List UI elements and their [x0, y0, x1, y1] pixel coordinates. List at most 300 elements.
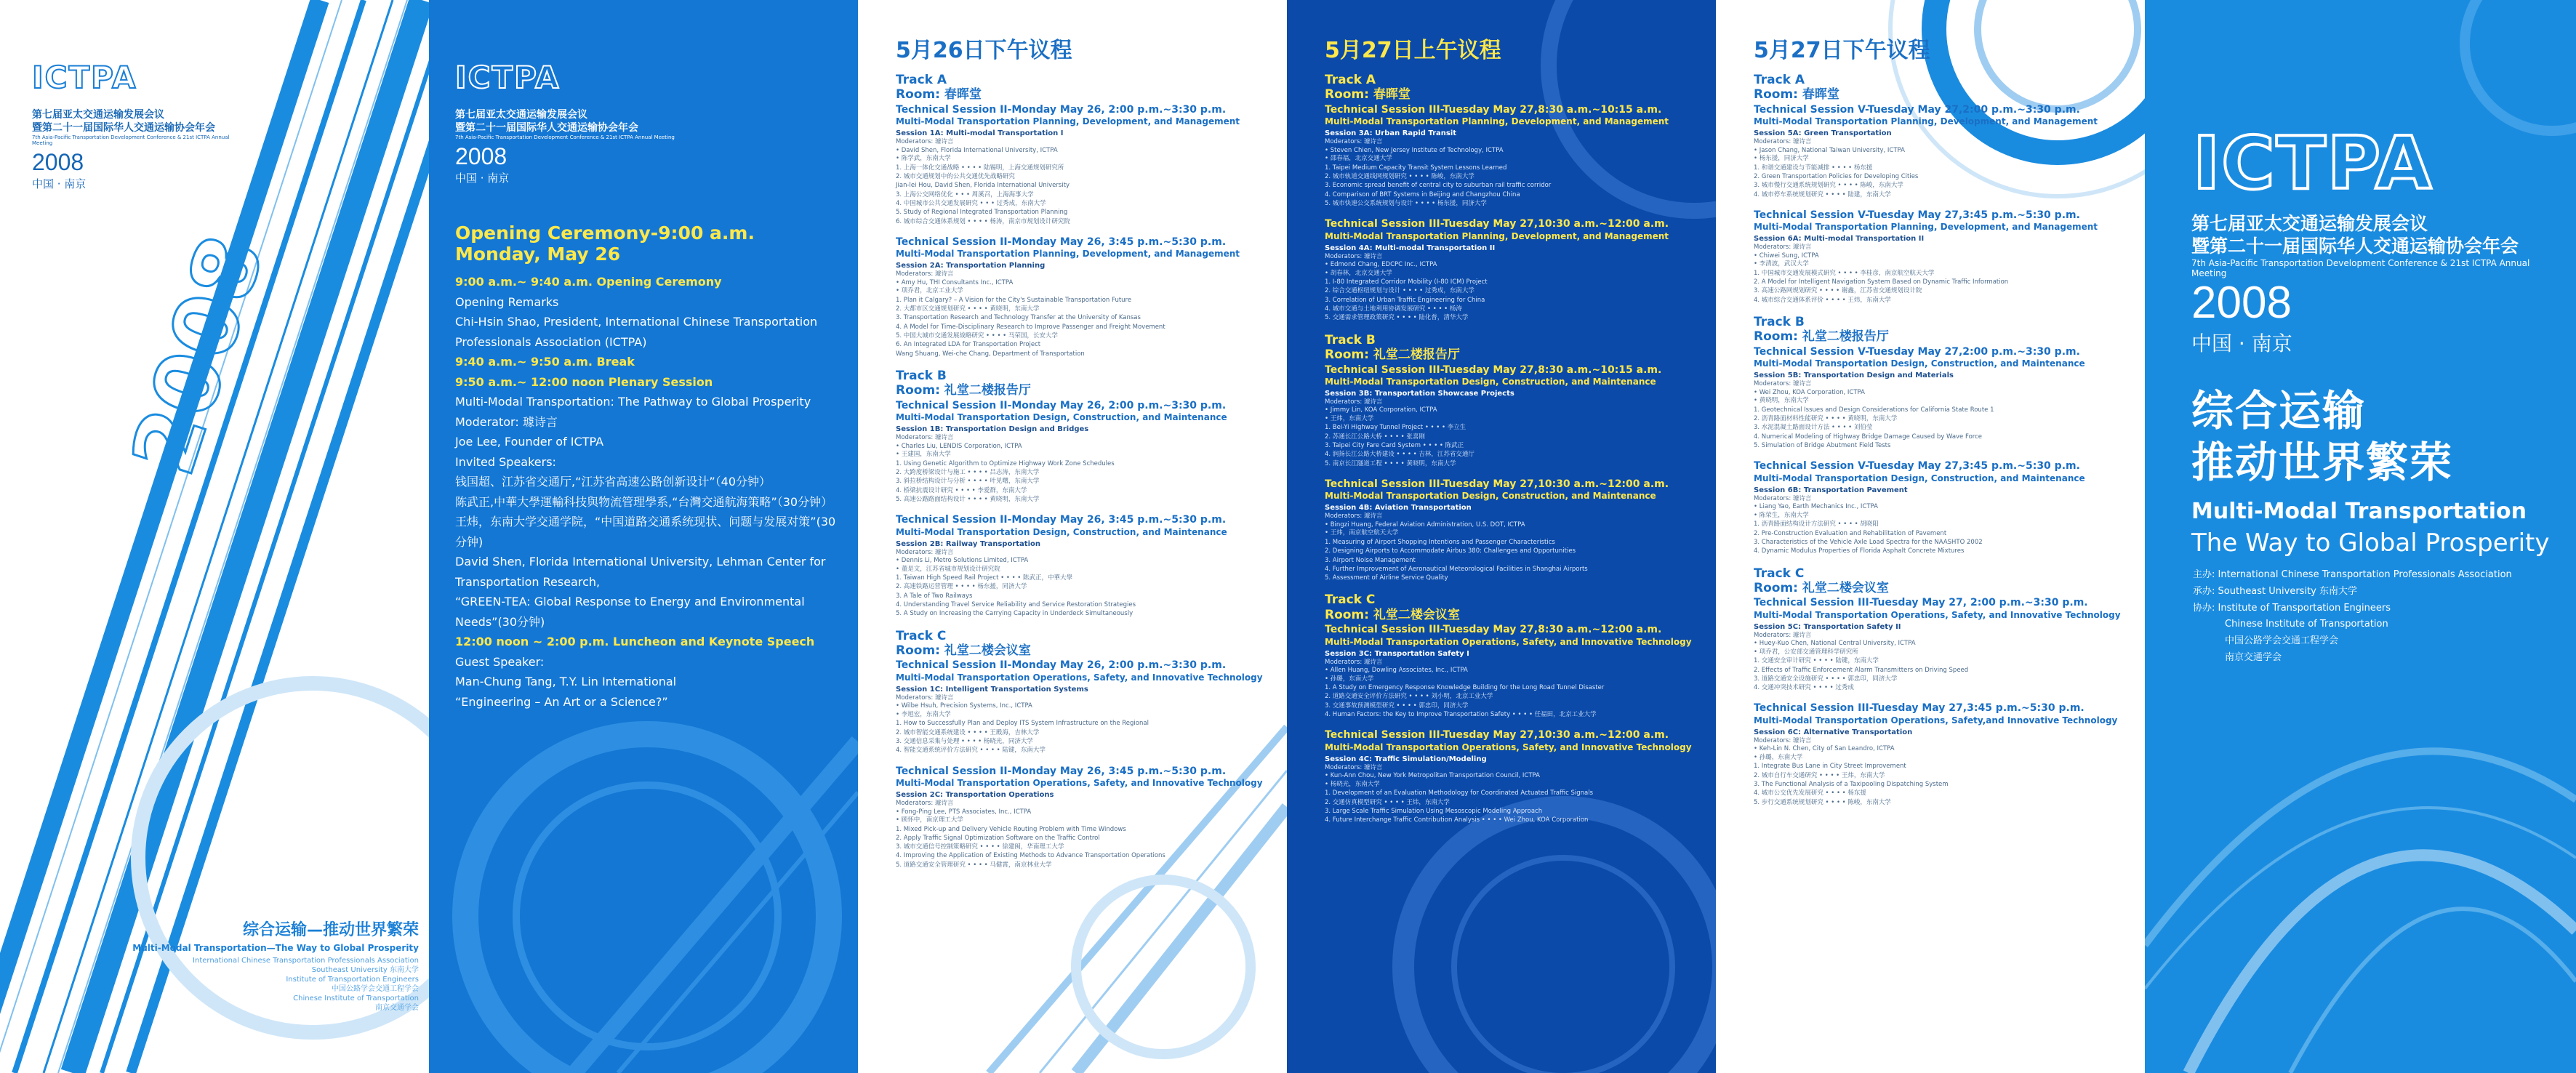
talk-item: 5. Simulation of Bridge Abutment Field Tests	[1754, 442, 1891, 450]
talk-item: 1. 中国城市交通发展模式研究 • • • • 李桂彦，南京航空航天大学	[1754, 269, 1935, 277]
talk-item: 2. A Model for Intelligent Navigation System Based on Dynamic Traffic Information	[1754, 278, 2009, 286]
track-label: Track B	[896, 368, 947, 383]
moderator-line: • 王建国，东南大学	[896, 451, 951, 459]
room-label: Room: 春晖堂	[1754, 87, 1839, 103]
credit-host-label: 主办:	[2193, 569, 2215, 580]
moderator-line: • Huey-Kuo Chen, National Central University, ICTPA	[1754, 640, 1916, 648]
talk-item: 5. 交通需求管理政策研究 • • • • 陆化普，清华大学	[1325, 314, 1469, 322]
moderator-line: Moderators: 璩诗言	[896, 434, 954, 442]
talk-item: 4. Human Factors: the Key to Improve Transportation Safety • • • • 任福田，北京工业大学	[1325, 711, 1597, 719]
moderator-line: • Steven Chien, New Jersey Institute of Technology, ICTPA	[1325, 146, 1504, 154]
conference-place: 中国 · 南京	[32, 177, 87, 190]
ceremony-item: 9:40 a.m.~ 9:50 a.m. Break	[455, 355, 635, 369]
ceremony-item: Man-Chung Tang, T.Y. Lin International	[455, 675, 677, 689]
moderator-line: • Amy Hu, THI Consultants Inc., ICTPA	[896, 278, 1014, 286]
session-block	[1325, 592, 1696, 719]
moderator-line: • 黄晓明，东南大学	[1754, 397, 1809, 405]
session-title: Technical Session II-Monday May 26, 2:00 p.m.~3:30 p.m.	[896, 103, 1227, 116]
session-title: Technical Session III-Tuesday May 27,8:30 a.m.~12:00 a.m.	[1325, 624, 1662, 636]
session-name: Session 6A: Multi-modal Transportation II	[1754, 235, 1925, 244]
session-subtitle: Multi-Modal Transportation Operations, Safety, and Innovative Technology	[896, 778, 1263, 789]
theme-en-line-1: Multi-Modal Transportation	[2191, 498, 2527, 524]
moderator-line: • Chiwei Sung, ICTPA	[1754, 252, 1819, 260]
moderator-line: • 陈学武，东南大学	[896, 155, 951, 163]
room-label: Room: 礼堂二楼会议室	[896, 643, 1031, 659]
moderator-line: • 杨晓光，东南大学	[1325, 780, 1380, 788]
session-name: Session 2C: Transportation Operations	[896, 791, 1054, 800]
session-name: Session 5B: Transportation Design and Materials	[1754, 371, 1954, 380]
moderator-line: • Jason Chang, National Taiwan University, ICTPA	[1754, 146, 1905, 154]
session-subtitle: Multi-Modal Transportation Planning, Development, and Management	[1754, 222, 2098, 233]
session-block	[1754, 315, 2124, 450]
talk-item: 4. Future Interchange Traffic Contribution Analysis • • • • Wei Zhou, KOA Corporation	[1325, 816, 1589, 824]
credit-line-1: International Chinese Transportation Professionals Association	[193, 957, 419, 965]
day-title: 5月27日下午议程	[1754, 38, 1930, 63]
talk-item: 2. Effects of Traffic Enforcement Alarm Transmitters on Driving Speed	[1754, 666, 1969, 674]
talk-item: 4. 桥梁抗震设计研究 • • • • 李爱群，东南大学	[896, 486, 1027, 494]
moderator-line: • Charles Liu, LENDIS Corporation, ICTPA	[896, 442, 1022, 450]
session-name: Session 6B: Transportation Pavement	[1754, 486, 1908, 494]
talk-item: 3. The Functional Analysis of a Taxipooling Dispatching System	[1754, 780, 1949, 788]
moderator-line: • 项乔君，公安部交通管理科学研究所	[1754, 648, 1858, 656]
credit-co-organizer	[2193, 600, 2564, 617]
moderator-line: • Wilbe Hsuh, Precision Systems, Inc., ICTPA	[896, 702, 1032, 710]
talk-item: 1. 沥青路面结构设计方法研究 • • • • 胡晓阳	[1754, 521, 1879, 529]
talk-item: 1. Geotechnical Issues and Design Considerations for California State Route 1	[1754, 406, 1994, 414]
credit-organizer-value: Southeast University 东南大学	[2218, 585, 2357, 597]
track-label: Track C	[1754, 566, 1805, 581]
session-title: Technical Session II-Monday May 26, 3:45 p.m.~5:30 p.m.	[896, 514, 1227, 526]
session-subtitle: Multi-Modal Transportation Design, Construction, and Maintenance	[1754, 473, 2085, 483]
session-subtitle: Multi-Modal Transportation Design, Construction, and Maintenance	[896, 526, 1227, 537]
moderator-line: • Kun-Ann Chou, New York Metropolitan Transportation Council, ICTPA	[1325, 772, 1540, 780]
moderator-line: Moderators: 璩诗言	[1325, 138, 1383, 146]
session-block	[1325, 73, 1696, 208]
talk-item: 3. 水泥混凝土路面设计方法 • • • • 刘伯莹	[1754, 424, 1873, 432]
session-name: Session 4B: Aviation Transportation	[1325, 504, 1472, 513]
moderator-line: • Wei Zhou, KOA Corporation, ICTPA	[1754, 388, 1865, 396]
ceremony-item: Professionals Association (ICTPA)	[455, 334, 647, 349]
talk-item: 3. 交通事故预测模型研究 • • • • 郭忠印，同济大学	[1325, 702, 1469, 710]
session-block	[1754, 460, 2124, 555]
talk-item: 4. 城市交通与土地利用协调发展研究 • • • • 杨涛	[1325, 305, 1462, 313]
session-subtitle: Multi-Modal Transportation Operations, Safety,and Innovative Technology	[1754, 715, 2118, 726]
track-label: Track A	[896, 73, 947, 87]
session-name: Session 3A: Urban Rapid Transit	[1325, 129, 1457, 138]
logo-text: ICTPA	[455, 60, 561, 95]
day-title: 5月26日下午议程	[896, 38, 1072, 63]
moderator-line: Moderators: 璩诗言	[1754, 380, 1812, 388]
talk-item: 2. 交通仿真模型研究 • • • • 王炜，东南大学	[1325, 798, 1450, 806]
panel-opening-ceremony	[429, 0, 858, 1073]
track-label: Track C	[896, 628, 947, 643]
moderator-line: • 王炜，东南大学	[1325, 414, 1374, 422]
talk-item: 2. 城市智能交通系统建设 • • • • 王殿海，吉林大学	[896, 728, 1040, 736]
talk-item: 1. A Study on Emergency Response Knowledge Building for the Long Road Tunnel Disaster	[1325, 684, 1605, 692]
moderator-line: Moderators: 璩诗言	[1325, 658, 1383, 666]
talk-item: 4. Further Improvement of Aeronautical Meteorological Facilities in Shanghai Airports	[1325, 565, 1588, 573]
ictpa-logo	[32, 60, 137, 95]
talk-item: 3. 斜拉桥结构设计与分析 • • • • 叶见曙，东南大学	[896, 478, 1040, 486]
moderator-line: • 邵春福，北京交通大学	[1325, 155, 1392, 163]
ceremony-item: Guest Speaker:	[455, 654, 545, 669]
talk-item: 3. 道路交通安全设施研究 • • • • 郭忠印，同济大学	[1754, 675, 1898, 683]
ceremony-item: 9:50 a.m.~ 12:00 noon Plenary Session	[455, 374, 713, 389]
talk-item: 1. Integrate Bus Lane in City Street Improvement	[1754, 763, 1906, 771]
room-label: Room: 礼堂二楼会议室	[1325, 607, 1460, 622]
panel-may26-afternoon	[858, 0, 1287, 1073]
room-label: Room: 礼堂二楼报告厅	[1325, 347, 1460, 363]
session-name: Session 5A: Green Transportation	[1754, 129, 1892, 138]
track-label: Track C	[1325, 592, 1376, 608]
ceremony-item: 12:00 noon ~ 2:00 p.m. Luncheon and Keynote Speech	[455, 635, 815, 649]
talk-item: 1. 上海一体化交通战略 • • • • 陆锡明，上海交通规划研究所	[896, 164, 1064, 172]
talk-item: 3. Transportation Research and Technology Transfer at the University of Kansas	[896, 314, 1141, 322]
moderator-line: • Bingzi Huang, Federal Aviation Administration, U.S. DOT, ICTPA	[1325, 521, 1525, 529]
talk-item: 6. An Integrated LDA for Transportation Project	[896, 341, 1041, 349]
talk-item: 4. 交通冲突技术研究 • • • • 过秀成	[1754, 684, 1854, 692]
session-title: Technical Session III-Tuesday May 27,10:30 a.m.~12:00 a.m.	[1325, 478, 1669, 490]
talk-item: 2. 道路交通安全评价方法研究 • • • • 刘小明，北京工业大学	[1325, 693, 1493, 701]
ceremony-title: Opening Ceremony-9:00 a.m. Monday, May 26	[455, 222, 755, 265]
session-subtitle: Multi-Modal Transportation Planning, Development, and Management	[896, 249, 1240, 260]
logo-text: ICTPA	[32, 60, 137, 95]
credit-line-5: Chinese Institute of Transportation	[293, 994, 419, 1002]
conference-title-cn-2: 暨第二十一届国际华人交通运输协会年会	[455, 121, 638, 134]
credit-line-4: 中国公路学会交通工程学会	[332, 985, 419, 993]
program-may26	[896, 32, 1267, 880]
talk-item: Jian-lei Hou, David Shen, Florida International University	[896, 182, 1070, 190]
session-title: Technical Session III-Tuesday May 27,8:30 a.m.~10:15 a.m.	[1325, 363, 1662, 376]
session-block	[896, 629, 1267, 755]
credit-line-3: Institute of Transportation Engineers	[286, 976, 419, 984]
room-label: Room: 礼堂二楼会议室	[1754, 580, 1889, 595]
session-name: Session 4A: Multi-modal Transportation II	[1325, 244, 1496, 252]
moderator-line: Moderators: 璩诗言	[896, 138, 954, 146]
credit-co-3: 中国公路学会交通工程学会	[2225, 635, 2339, 646]
session-title: Technical Session III-Tuesday May 27,8:30 a.m.~10:15 a.m.	[1325, 103, 1662, 116]
program-may27-morning	[1325, 32, 1696, 835]
talk-item: 4. Comparison of BRT Systems in Beijing and Changzhou China	[1325, 190, 1520, 198]
room-label: Room: 礼堂二楼报告厅	[1754, 329, 1889, 345]
session-name: Session 3B: Transportation Showcase Projects	[1325, 390, 1514, 398]
moderator-line: • 王炜，南京航空航天大学	[1325, 529, 1399, 537]
talk-item: 2. 综合交通枢纽规划与设计 • • • • 过秀成，东南大学	[1325, 287, 1474, 295]
moderator-line: • Fong-Ping Lee, PTS Associates, Inc., ICTPA	[896, 808, 1032, 816]
moderator-line: Moderators: 璩诗言	[1754, 244, 1812, 252]
conference-place: 中国 · 南京	[2191, 331, 2292, 355]
talk-item: 3. Economic spread benefit of central city to suburban rail traffic corridor	[1325, 182, 1552, 190]
session-subtitle: Multi-Modal Transportation Design, Construction, and Maintenance	[1325, 377, 1656, 387]
session-subtitle: Multi-Modal Transportation Operations, Safety, and Innovative Technology	[1754, 609, 2121, 620]
talk-item: 5. 城市快速公交系统规划与设计 • • • • 杨东援，同济大学	[1325, 199, 1487, 207]
talk-item: 4. Improving the Application of Existing Methods to Advance Transportation Operations	[896, 852, 1165, 860]
talk-item: 4. Dynamic Modulus Properties of Florida Asphalt Concrete Mixtures	[1754, 547, 1965, 555]
talk-item: 4. 城市公交优先发展研究 • • • • 杨东援	[1754, 789, 1866, 797]
talk-item: 5. Study of Regional Integrated Transportation Planning	[896, 209, 1068, 217]
moderator-line: Moderators: 璩诗言	[896, 548, 954, 556]
talk-item: 1. Measuring of Airport Shopping Intentions and Passenger Characteristics	[1325, 538, 1555, 546]
credit-co-2: Chinese Institute of Transportation	[2225, 619, 2388, 630]
credit-host-value: International Chinese Transportation Professionals Association	[2218, 569, 2512, 580]
moderator-line: Moderators: 璩诗言	[1754, 736, 1812, 744]
theme-cn-short: 综合运输—推动世界繁荣	[242, 921, 419, 939]
session-blocks	[896, 73, 1267, 869]
conference-title-cn-1: 第七届亚太交通运输发展会议	[2191, 213, 2428, 234]
session-block	[1325, 333, 1696, 468]
talk-item: 1. Development of an Evaluation Methodology for Coordinated Actuated Traffic Signals	[1325, 789, 1594, 797]
talk-item: 1. 交通安全审计研究 • • • • 陆键，东南大学	[1754, 657, 1879, 665]
opening-ceremony	[455, 222, 840, 712]
session-block	[1754, 566, 2124, 693]
session-name: Session 2B: Railway Transportation	[896, 539, 1040, 548]
talk-item: 3. 上海公交网络优化 • • • 周溪召，上海海事大学	[896, 190, 1034, 198]
ceremony-item: Joe Lee, Founder of ICTPA	[455, 435, 604, 449]
talk-item: 2. Designing Airports to Accommodate Airbus 380: Challenges and Opportunities	[1325, 547, 1576, 555]
session-subtitle: Multi-Modal Transportation Planning, Development, and Management	[1325, 116, 1669, 127]
talk-item: 2. 高速铁路运营管理 • • • • 杨东援，同济大学	[896, 583, 1027, 591]
session-title: Technical Session V-Tuesday May 27,2:00 p.m.~3:30 p.m.	[1754, 345, 2080, 358]
credit-co-label: 协办:	[2193, 602, 2215, 614]
conference-title-block	[2191, 212, 2555, 357]
conference-title-block	[455, 109, 688, 185]
moderator-line: • 孙璐，东南大学	[1754, 753, 1803, 761]
moderator-line: Moderators: 璩诗言	[896, 694, 954, 702]
talk-item: 4. 润扬长江公路大桥建设 • • • • 吉林，江苏省交通厅	[1325, 451, 1474, 459]
ceremony-item: Moderator: 璩诗言	[455, 414, 558, 429]
talk-item: 2. 大跨度桥梁设计与施工 • • • • 吕志涛，东南大学	[896, 468, 1040, 476]
credit-organizer	[2193, 584, 2564, 600]
moderator-line: • 孙璐，东南大学	[1325, 675, 1374, 683]
session-name: Session 1A: Multi-modal Transportation I	[896, 129, 1064, 138]
talk-item: 1. Mixed Pick-up and Delivery Vehicle Routing Problem with Time Windows	[896, 825, 1126, 833]
credit-line-2: Southeast University 东南大学	[311, 966, 419, 974]
session-subtitle: Multi-Modal Transportation Operations, Safety, and Innovative Technology	[896, 672, 1263, 683]
talk-item: 2. Pre-Construction Evaluation and Rehabilitation of Pavement	[1754, 529, 1947, 537]
talk-item: 4. A Model for Time-Disciplinary Research to Improve Passenger and Freight Movement	[896, 323, 1165, 331]
talk-item: 3. Airport Noise Management	[1325, 556, 1416, 564]
session-block	[1754, 702, 2124, 806]
talk-item: 5. 步行交通系统规划研究 • • • • 陈峻，东南大学	[1754, 798, 1891, 806]
moderator-line: • 胡春林，北京交通大学	[1325, 269, 1392, 277]
session-subtitle: Multi-Modal Transportation Design, Construction, and Maintenance	[1754, 358, 2085, 369]
talk-item: 3. 城市交通信号控制策略研究 • • • • 徐建闽，华南理工大学	[896, 843, 1064, 851]
theme-block	[99, 917, 419, 1013]
talk-item: 1. How to Successfully Plan and Deploy ITS System Infrastructure on the Regional	[896, 720, 1149, 728]
moderator-line: Moderators: 璩诗言	[896, 800, 954, 808]
ceremony-item: Chi-Hsin Shao, President, International Chinese Transportation	[455, 315, 818, 329]
moderator-line: Moderators: 璩诗言	[1325, 252, 1383, 260]
theme-cn-line-2: 推动世界繁荣	[2191, 437, 2454, 487]
talk-item: 3. 交通信息采集与处理 • • • • 杨晓光，同济大学	[896, 738, 1033, 745]
theme-en-short: Multi-Modal Transportation—The Way to Global Prosperity	[132, 943, 419, 953]
room-label: Room: 礼堂二楼报告厅	[896, 383, 1031, 398]
theme-en-line-2: The Way to Global Prosperity	[2191, 528, 2550, 558]
theme-cn-line-1: 综合运输	[2191, 386, 2367, 435]
talk-item: 3. A Tale of Two Railways	[896, 592, 973, 600]
talk-item: 4. 城市综合交通体系评价 • • • • 王炜，东南大学	[1754, 296, 1891, 304]
session-title: Technical Session II-Monday May 26, 3:45 p.m.~5:30 p.m.	[896, 765, 1227, 777]
credit-co-4: 南京交通学会	[2225, 651, 2282, 663]
room-label: Room: 春晖堂	[896, 87, 982, 103]
moderator-line: Moderators: 璩诗言	[1325, 763, 1383, 771]
ceremony-item: David Shen, Florida International University, Lehman Center for Transportation Research,	[455, 555, 826, 589]
ceremony-item: Multi-Modal Transportation: The Pathway to Global Prosperity	[455, 395, 811, 409]
conference-year: 2008	[455, 143, 507, 169]
talk-item: 5. 高速公路路面结构设计 • • • • 黄晓明，东南大学	[896, 495, 1040, 503]
session-name: Session 1C: Intelligent Transportation Systems	[896, 685, 1088, 694]
talk-item: 5. 南京长江隧道工程 • • • • 黄晓明，东南大学	[1325, 459, 1456, 467]
talk-item: 6. 城市综合交通体系规划 • • • • 杨涛，南京市规划设计研究院	[896, 217, 1070, 225]
session-blocks	[1754, 73, 2124, 807]
talk-item: 1. Taiwan High Speed Rail Project • • • • 陈武正，中華大學	[896, 574, 1073, 582]
panel-front-cover	[2145, 0, 2576, 1073]
ceremony-items	[455, 272, 840, 712]
track-label: Track B	[1754, 315, 1805, 330]
talk-item: 4. 智能交通系统评价方法研究 • • • • 陆键，东南大学	[896, 747, 1046, 755]
talk-item: 5. A Study on Increasing the Carrying Capacity in Underdeck Simultaneously	[896, 610, 1133, 618]
session-block	[896, 765, 1267, 869]
session-name: Session 5C: Transportation Safety II	[1754, 622, 1901, 631]
conference-year: 2008	[32, 149, 84, 175]
conference-year: 2008	[2191, 277, 2292, 328]
moderator-line: • David Shen, Florida International University, ICTPA	[896, 146, 1058, 154]
session-title: Technical Session III-Tuesday May 27,10:30 a.m.~12:00 a.m.	[1325, 729, 1669, 742]
talk-item: 1. Plan it Calgary? – A Vision for the City's Sustainable Transportation Future	[896, 296, 1132, 304]
conference-title-cn-2: 暨第二十一届国际华人交通运输协会年会	[2191, 236, 2519, 257]
ictpa-logo	[2193, 121, 2433, 206]
session-title: Technical Session II-Monday May 26, 3:45 p.m.~5:30 p.m.	[896, 236, 1227, 248]
moderator-line: • Jimmy Lin, KOA Corporation, ICTPA	[1325, 406, 1437, 414]
talk-item: Wang Shuang, Wei-che Chang, Department of Transportation	[896, 350, 1085, 358]
session-block	[1754, 209, 2124, 305]
moderator-line: Moderators: 璩诗言	[1754, 138, 1812, 146]
talk-item: 2. Apply Traffic Signal Optimization Software on the Traffic Control	[896, 834, 1100, 842]
talk-item: 1. I-80 Integrated Corridor Mobility (I-80 ICM) Project	[1325, 278, 1488, 286]
moderator-line: Moderators: 璩诗言	[1754, 631, 1812, 639]
session-block	[1754, 73, 2124, 199]
talk-item: 2. 城市轨道交通线网规划研究 • • • • 陈峻，东南大学	[1325, 173, 1474, 180]
moderator-line: Moderators: 璩诗言	[1325, 398, 1383, 406]
session-subtitle: Multi-Modal Transportation Planning, Development, and Management	[1754, 116, 2098, 127]
talk-item: 5. Assessment of Airline Service Quality	[1325, 574, 1448, 582]
moderator-line: • Liang Yao, Earth Mechanics Inc., ICTPA	[1754, 503, 1878, 511]
talk-item: 2. 城市交通规划中的公共交通优先战略研究	[896, 173, 1015, 180]
moderator-line: • Allen Huang, Dowling Associates, Inc., ICTPA	[1325, 667, 1468, 675]
conference-title-en: 7th Asia-Pacific Transportation Development Conference & 21st ICTPA Annual Meeting	[455, 134, 675, 140]
conference-title-block	[32, 109, 250, 191]
session-block	[896, 73, 1267, 226]
moderator-line: • 李旭宏，东南大学	[896, 710, 951, 718]
conference-title-cn-1: 第七届亚太交通运输发展会议	[455, 109, 587, 121]
track-label: Track A	[1325, 73, 1376, 87]
track-label: Track B	[1325, 332, 1376, 347]
talk-item: 4. 城市停车系统规划研究 • • • • 陆建，东南大学	[1754, 190, 1891, 198]
moderator-line: • 陈荣生，东南大学	[1754, 511, 1809, 519]
talk-item: 2. 沥青路面材料性能研究 • • • • 黄晓明，东南大学	[1754, 415, 1898, 423]
session-block	[896, 369, 1267, 504]
program-may27-afternoon	[1754, 32, 2124, 817]
conference-title-en: 7th Asia-Pacific Transportation Development Conference & 21st ICTPA Annual Meeting	[2191, 257, 2530, 278]
ceremony-item: 王炜，东南大学交通学院，“中国道路交通系统现状、问题与发展对策”(30分钟)	[455, 515, 836, 549]
ceremony-item: Opening Remarks	[455, 294, 559, 309]
talk-item: 5. 中国大城市交通发展战略研究 • • • • 马荣国，长安大学	[896, 332, 1058, 340]
talk-item: 3. 城市慢行交通系统规划研究 • • • • 陈峻，东南大学	[1754, 182, 1903, 190]
talk-item: 1. Using Genetic Algorithm to Optimize Highway Work Zone Schedules	[896, 459, 1115, 467]
credits-block	[2193, 567, 2564, 667]
moderator-line: • Keh-Lin N. Chen, City of San Leandro, ICTPA	[1754, 745, 1895, 753]
moderator-line: • 董是文，江苏省城市规划设计研究院	[896, 565, 1000, 573]
talk-item: 3. Characteristics of the Vehicle Axle Load Spectra for the NAASHTO 2002	[1754, 538, 1983, 546]
credit-organizer-label: 承办:	[2193, 585, 2215, 597]
session-block	[896, 236, 1267, 358]
session-title: Technical Session V-Tuesday May 27,3:45 p.m.~5:30 p.m.	[1754, 460, 2080, 473]
moderator-line: • 项乔君，北京工业大学	[896, 287, 963, 295]
session-title: Technical Session III-Tuesday May 27,3:45 p.m.~5:30 p.m.	[1754, 702, 2085, 715]
ceremony-item: “GREEN-TEA: Global Response to Energy and Environmental Needs”(30分钟)	[455, 595, 805, 629]
talk-item: 5. 道路交通安全管理研究 • • • • 马健霄，南京林业大学	[896, 861, 1052, 869]
ceremony-item: “Engineering – An Art or a Science?”	[455, 694, 668, 709]
session-title: Technical Session III-Tuesday May 27,10:30 a.m.~12:00 a.m.	[1325, 218, 1669, 230]
session-name: Session 4C: Traffic Simulation/Modeling	[1325, 755, 1487, 763]
moderator-line: • 顾怀中，南京理工大学	[896, 816, 963, 824]
credit-host	[2193, 567, 2564, 584]
ceremony-item: Invited Speakers:	[455, 454, 556, 469]
talk-item: 2. 苏通长江公路大桥 • • • • 张喜刚	[1325, 433, 1425, 441]
panel-may27-afternoon	[1716, 0, 2145, 1073]
session-title: Technical Session II-Monday May 26, 2:00 p.m.~3:30 p.m.	[896, 399, 1227, 411]
session-name: Session 2A: Transportation Planning	[896, 262, 1046, 270]
talk-item: 3. Large Scale Traffic Simulation Using Mesoscopic Modeling Approach	[1325, 807, 1543, 815]
moderator-line: Moderators: 璩诗言	[896, 270, 954, 278]
theme-block	[2191, 385, 2569, 558]
talk-item: 3. 高速公路网规划研究 • • • • 谢鑫，江苏省交通规划设计院	[1754, 287, 1922, 295]
ceremony-item: 钱国超、江苏省交通厅,“江苏省高速公路创新设计”（40分钟）	[455, 475, 771, 489]
track-label: Track A	[1754, 73, 1805, 87]
session-title: Technical Session II-Monday May 26, 2:00 p.m.~3:30 p.m.	[896, 659, 1227, 672]
session-name: Session 3C: Transportation Safety I	[1325, 649, 1469, 658]
conference-title-en: 7th Asia-Pacific Transportation Development Conference & 21st ICTPA Annual Meeting	[32, 134, 230, 146]
talk-item: 4. Numerical Modeling of Highway Bridge Damage Caused by Wave Force	[1754, 433, 1982, 441]
talk-item: 1. Bei-Yi Highway Tunnel Project • • • • 李立生	[1325, 424, 1466, 432]
ceremony-item: 陈武正,中華大學運輸科技與物流管理學系,“台灣交通航海策略”（30分钟）	[455, 494, 833, 509]
conference-place: 中国 · 南京	[455, 172, 510, 185]
session-subtitle: Multi-Modal Transportation Planning, Development, and Management	[896, 116, 1240, 127]
conference-title-cn-1: 第七届亚太交通运输发展会议	[32, 109, 164, 121]
session-block	[1325, 729, 1696, 824]
ceremony-item: 9:00 a.m.~ 9:40 a.m. Opening Ceremony	[455, 275, 722, 289]
moderator-line: • Dennis Li, Metro Solutions Limited, ICTPA	[896, 557, 1029, 565]
talk-item: 2. 城市自行车交通研究 • • • • 王炜，东南大学	[1754, 771, 1885, 779]
talk-item: 1. 和谐交通建设与节能减排 • • • • 杨东援	[1754, 164, 1873, 172]
logo-text: ICTPA	[2193, 121, 2433, 206]
session-subtitle: Multi-Modal Transportation Design, Construction, and Maintenance	[1325, 491, 1656, 502]
conference-title-cn-2: 暨第二十一届国际华人交通运输协会年会	[32, 121, 215, 134]
session-title: Technical Session V-Tuesday May 27,2:00 p.m.~3:30 p.m.	[1754, 103, 2080, 116]
credit-line-6: 南京交通学会	[375, 1004, 419, 1012]
talk-item: 2. 大都市区交通规划研究 • • • • 黄晓明，东南大学	[896, 305, 1040, 313]
panel-front-cover-left	[0, 0, 429, 1073]
moderator-line: • Edmond Chang, EDCPC Inc., ICTPA	[1325, 261, 1437, 269]
session-subtitle: Multi-Modal Transportation Operations, Safety, and Innovative Technology	[1325, 742, 1692, 752]
day-title: 5月27日上午议程	[1325, 38, 1501, 63]
session-subtitle: Multi-Modal Transportation Operations, Safety, and Innovative Technology	[1325, 636, 1692, 647]
session-block	[1325, 478, 1696, 582]
session-subtitle: Multi-Modal Transportation Design, Construction, and Maintenance	[896, 412, 1227, 423]
moderator-line: • 李清波，武汉大学	[1754, 260, 1809, 268]
ictpa-logo	[455, 60, 561, 95]
credit-co-value: Institute of Transportation Engineers	[2218, 602, 2391, 614]
